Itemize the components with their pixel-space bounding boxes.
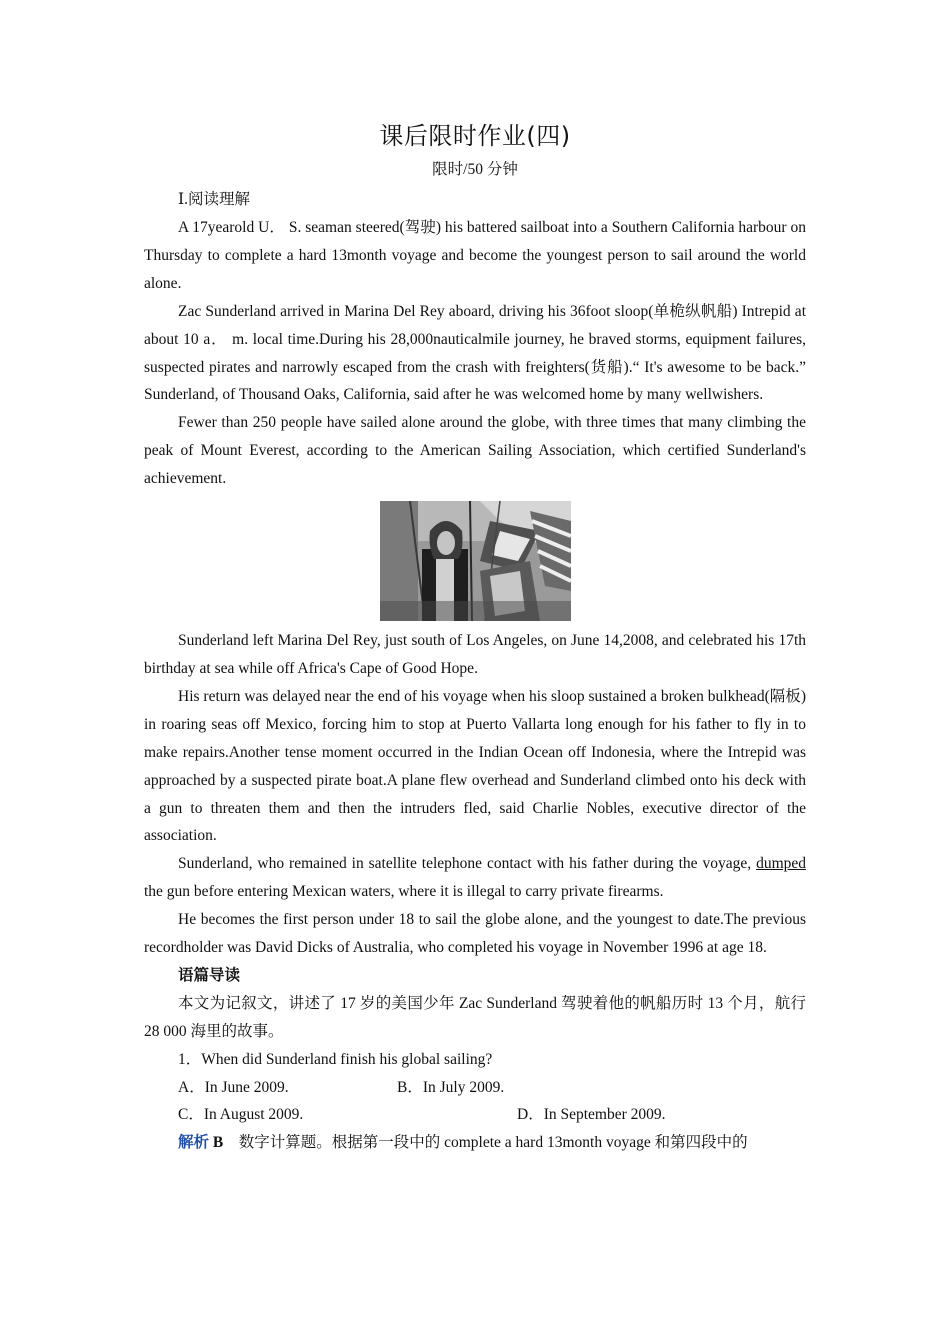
- option-c: C．In August 2009.: [178, 1106, 304, 1124]
- question-stem: 1．When did Sunderland finish his global sailing?: [178, 1050, 493, 1068]
- answer-tag: 解析: [178, 1134, 210, 1152]
- paragraph: Sunderland left Marina Del Rey, just south of Los Angeles, on June 14,2008, and celebrated his 17th birthday at sea while off Africa's Cape of Good Hope.: [144, 632, 806, 677]
- options-row: [144, 1101, 806, 1129]
- paragraph-dumped: [144, 850, 806, 906]
- option-b: B．In July 2009.: [397, 1078, 505, 1096]
- section-label: Ⅰ.阅读理解: [178, 191, 250, 208]
- paragraph: His return was delayed near the end of his voyage when his sloop sustained a broken bulkhead(隔板) in roaring seas off Mexico, forcing him to stop at Puerto Vallarta long enough for his father to fly in to make repairs.Another tense moment occurred in the Indian Ocean off Indonesia, where the Intrepid was approached by a suspected pirate boat.A plane flew overhead and Sunderland climbed onto his deck with a gun to threaten them and then the intruders fled, said Charlie Nobles, executive director of the association.: [144, 687, 806, 845]
- paragraph: Zac Sunderland arrived in Marina Del Rey aboard, driving his 36foot sloop(单桅纵帆船) Intrepid at about 10 a． m. local time.During his 28,000nauticalmile journey, he braved storms, equipment failures, suspected pirates and narrowly escaped from the crash with freighters(货船).“ It's awesome to be back.” Sunderland, of Thousand Oaks, California, said after he was welcomed home by many wellwishers.: [144, 302, 806, 404]
- page-title: 课后限时作业(四): [379, 122, 571, 150]
- answer-letter: B: [212, 1134, 224, 1152]
- option-a: A．In June 2009.: [178, 1078, 289, 1096]
- paragraph: Fewer than 250 people have sailed alone around the globe, with three times that many climbing the peak of Mount Everest, according to the American Sailing Association, which certified Sunderland's achievement.: [144, 414, 806, 488]
- guide-text: 本文为记叙文，讲述了 17 岁的美国少年 Zac Sunderland 驾驶着他的帆船历时 13 个月，航行 28 000 海里的故事。: [144, 994, 806, 1040]
- underlined-word: dumped: [756, 855, 806, 873]
- text: Sunderland, who remained in satellite telephone contact with his father during the voyage,: [178, 855, 757, 873]
- answer-text: 数字计算题。根据第一段中的 complete a hard 13month voyage 和第四段中的: [223, 1134, 748, 1152]
- text: the gun before entering Mexican waters, where it is illegal to carry private firearms.: [144, 883, 664, 901]
- time-limit: 限时/50 分钟: [432, 161, 518, 178]
- paragraph: A 17yearold U． S. seaman steered(驾驶) his battered sailboat into a Southern California harbour on Thursday to complete a hard 13month voyage and become the youngest person to sail around the world alone.: [144, 219, 806, 292]
- answer-explanation: [144, 1129, 806, 1157]
- document-page: [144, 118, 806, 1157]
- options-row: [144, 1074, 806, 1102]
- sailor-photo: [380, 501, 571, 621]
- paragraph: He becomes the first person under 18 to sail the globe alone, and the youngest to date.The previous recordholder was David Dicks of Australia, who completed his voyage in November 1996 at age 18.: [144, 911, 806, 957]
- guide-heading: 语篇导读: [178, 966, 241, 984]
- option-d: D．In September 2009.: [517, 1106, 666, 1124]
- photo-container: [144, 501, 806, 621]
